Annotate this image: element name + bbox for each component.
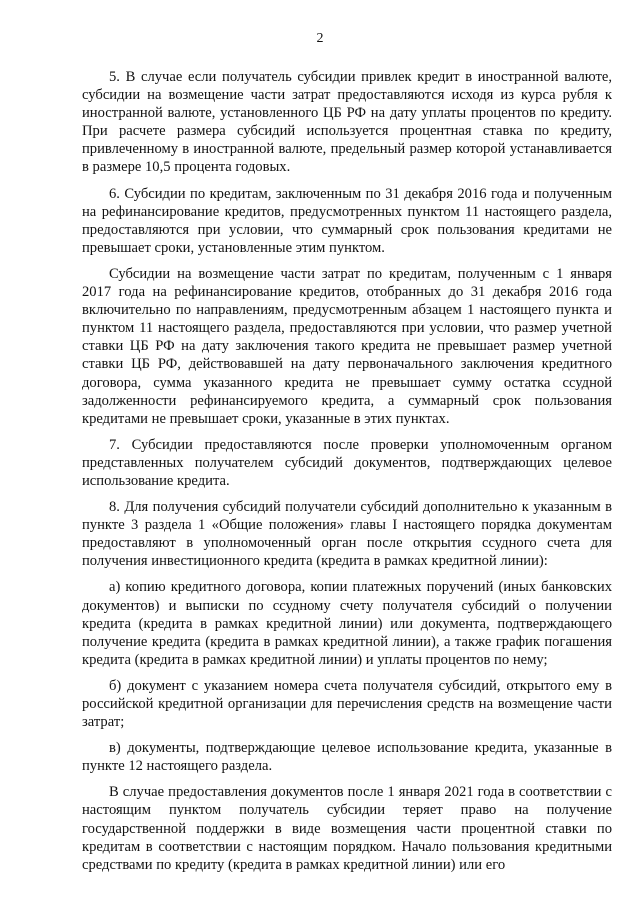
paragraph-subitem-a: а) копию кредитного договора, копии платежных поручений (иных банковских документов) и выписки по ссудному счету получателя субсидий о получении кредита (кредита в рамках кредитной линии) или документа, подтверждающего получение кредита (кредита в рамках кредитной линии), а также график погашения кредита (кредита в рамках кредитной линии) и уплаты процентов по нему;	[82, 579, 612, 668]
document-body	[82, 68, 612, 874]
page-number: 2	[316, 31, 324, 46]
paragraph-deadline-condition: В случае предоставления документов после 1 января 2021 года в соответствии с настоящим пунктом получатель субсидии теряет право на получение государственной поддержки в виде возмещения части процентной ставки по кредитам в соответствии с настоящим порядком. Начало пользования кредитными средствами по кредиту (кредита в рамках кредитной линии) или его	[82, 784, 612, 873]
paragraph-subitem-v: в) документы, подтверждающие целевое использование кредита, указанные в пункте 12 настоящего раздела.	[82, 740, 612, 775]
paragraph-item-6: 6. Субсидии по кредитам, заключенным по 31 декабря 2016 года и полученным на рефинансирование кредитов, предусмотренных пунктом 11 настоящего раздела, предоставляются при условии, что суммарный срок пользования кредитами не превышает сроки, установленные этим пунктом.	[82, 185, 612, 256]
paragraph-subitem-b: б) документ с указанием номера счета получателя субсидий, открытого ему в российской кредитной организации для перечисления средств на возмещение части затрат;	[82, 677, 612, 731]
paragraph-item-8: 8. Для получения субсидий получатели субсидий дополнительно к указанным в пункте 3 раздела 1 «Общие положения» главы I настоящего порядка документам предоставляют в уполномоченный орган после открытия ссудного счета для получения инвестиционного кредита (кредита в рамках кредитной линии):	[82, 499, 612, 570]
paragraph-item-7: 7. Субсидии предоставляются после проверки уполномоченным органом представленных получателем субсидий документов, подтверждающих целевое использование кредита.	[82, 436, 612, 489]
paragraph-item-5: 5. В случае если получатель субсидии привлек кредит в иностранной валюте, субсидии на возмещение части затрат предоставляются исходя из курса рубля к иностранной валюте, установленного ЦБ РФ на дату уплаты процентов по кредиту. При расчете размера субсидий используется процентная ставка по кредиту, привлеченному в иностранной валюте, предельный размер которой устанавливается в размере 10,5 процента годовых.	[82, 69, 612, 176]
paragraph-item-6-continued: Субсидии на возмещение части затрат по кредитам, полученным с 1 января 2017 года на рефинансирование кредитов, отобранных до 31 декабря 2016 года включительно по направлениям, предусмотренным абзацем 1 настоящего пункта и пунктом 11 настоящего раздела, предоставляются при условии, что размер учетной ставки ЦБ РФ на дату заключения такого кредита не превышает размер учетной ставки ЦБ РФ, действовавшей на дату первоначального заключения кредитного договора, сумма указанного кредита не превышает сумму остатка ссудной задолженности рефинансируемого кредита, а суммарный срок пользования кредитами не превышает сроки, указанные в этих пунктах.	[82, 265, 612, 427]
